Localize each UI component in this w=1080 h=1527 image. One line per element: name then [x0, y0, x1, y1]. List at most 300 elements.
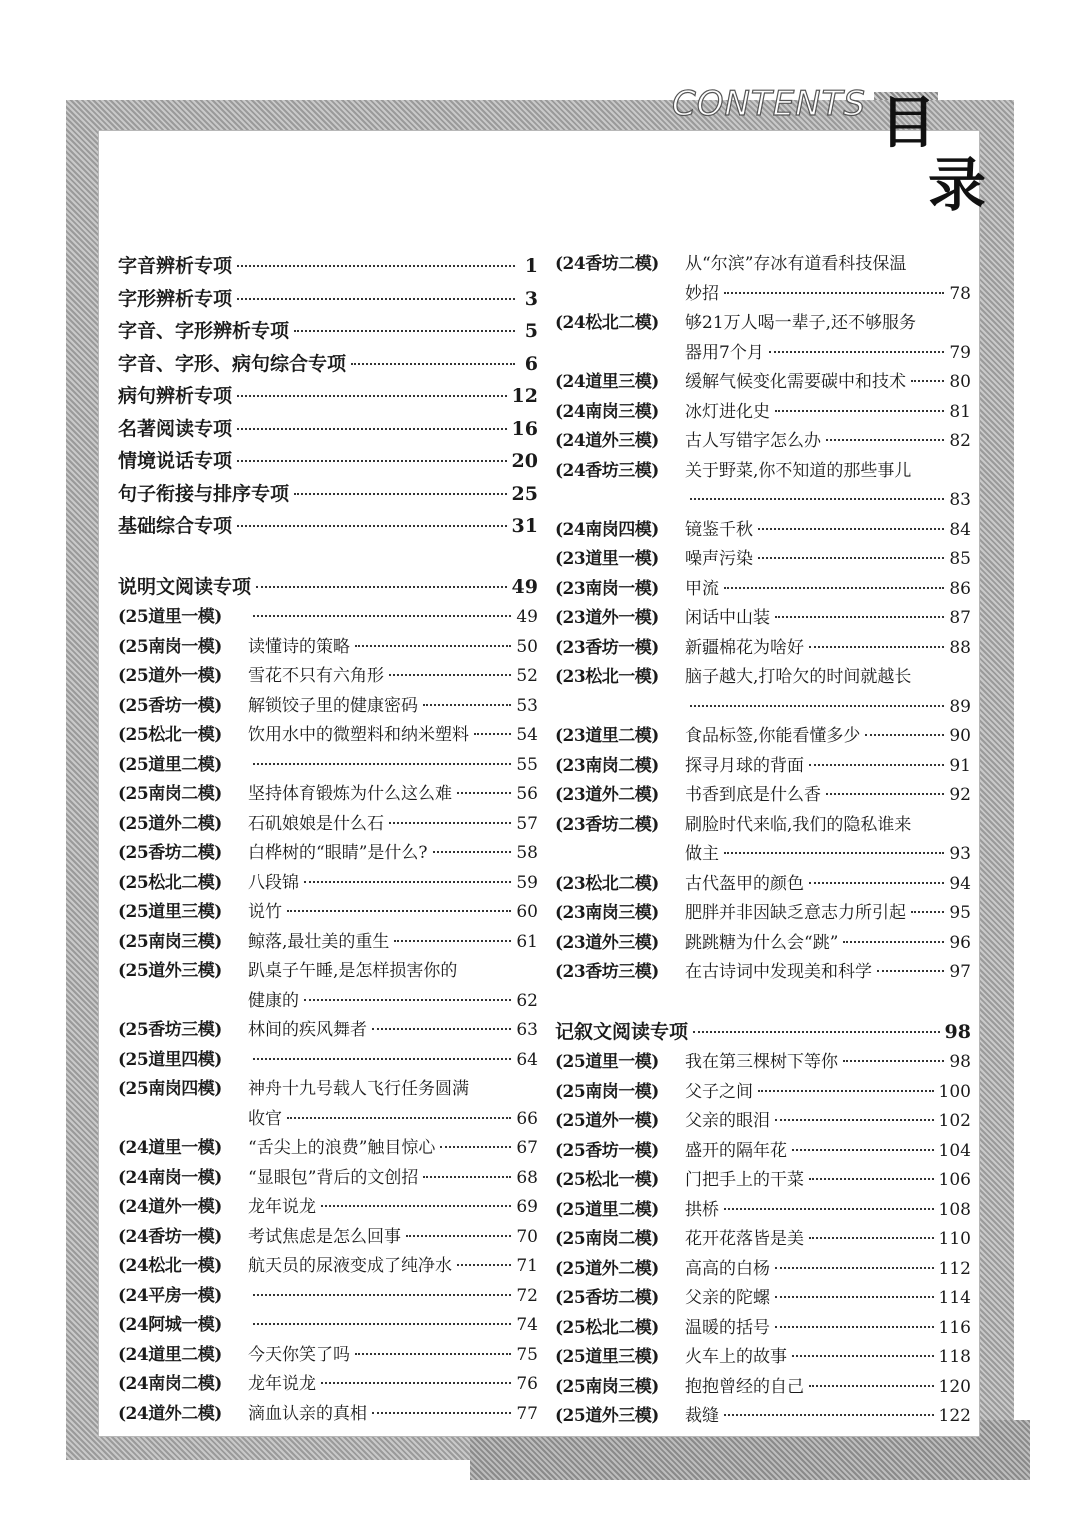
leader-dots	[775, 1296, 934, 1298]
entry-page: 72	[516, 1285, 538, 1306]
entry-title: 古人写错字怎么办	[685, 431, 821, 451]
entry-page: 81	[949, 401, 971, 422]
entry-title: 名著阅读专项	[118, 417, 233, 440]
entry-page: 20	[511, 450, 538, 472]
toc-entry[interactable]	[118, 751, 538, 781]
entry-title: 林间的疾风舞者	[248, 1020, 367, 1040]
entry-page: 67	[516, 1138, 538, 1158]
exam-label: (25南岗三模)	[555, 1376, 659, 1397]
entry-page: 60	[516, 902, 538, 922]
leader-dots	[237, 265, 515, 267]
entry-page: 95	[949, 903, 971, 923]
toc-entry[interactable]	[555, 899, 971, 929]
major-topic-list	[118, 250, 538, 543]
toc-major-entry[interactable]	[118, 348, 538, 381]
entry-title: 情境说话专项	[118, 450, 233, 472]
leader-dots	[237, 428, 507, 430]
entry-page: 53	[516, 695, 538, 716]
entry-page: 88	[949, 637, 971, 658]
leader-dots	[843, 1060, 944, 1062]
toc-major-entry[interactable]	[118, 510, 538, 543]
leader-dots	[237, 395, 507, 397]
exam-label: (23松北一模)	[555, 667, 659, 687]
exam-label: (25松北一模)	[118, 725, 222, 745]
leader-dots	[321, 1205, 511, 1207]
entry-page: 100	[938, 1081, 971, 1102]
leader-dots	[355, 1353, 511, 1355]
entry-page: 92	[949, 785, 971, 805]
entry-page: 94	[949, 873, 971, 894]
exam-label: (24道里三模)	[555, 372, 659, 392]
entry-title: 考试焦虑是怎么回事	[248, 1226, 401, 1247]
leader-dots	[237, 460, 507, 462]
entry-page: 3	[524, 287, 538, 310]
entry-page: 64	[516, 1049, 538, 1070]
leader-dots	[724, 587, 944, 589]
entry-title: 脑子越大,打哈欠的时间就越长	[685, 667, 912, 687]
exam-label: (25道外三模)	[555, 1406, 659, 1426]
exam-label: (25松北一模)	[555, 1170, 659, 1190]
entry-page: 66	[516, 1108, 538, 1129]
exam-label: (25道外二模)	[555, 1258, 659, 1279]
leader-dots	[792, 1149, 934, 1151]
entry-page: 52	[516, 666, 538, 686]
toc-major-entry[interactable]	[118, 478, 538, 511]
toc-entry[interactable]	[555, 309, 971, 339]
toc-entry[interactable]	[555, 1166, 971, 1196]
toc-entry[interactable]	[118, 1370, 538, 1400]
exam-label: (25香坊三模)	[118, 1020, 222, 1040]
entry-page: 5	[524, 320, 538, 342]
entry-title: 病句辨析专项	[118, 385, 233, 407]
toc-entry-continuation[interactable]	[555, 693, 971, 723]
leader-dots	[809, 646, 944, 648]
entry-page: 6	[524, 352, 538, 375]
toc-entry[interactable]	[118, 928, 538, 958]
toc-entry[interactable]	[118, 869, 538, 899]
toc-entry-continuation[interactable]	[555, 280, 971, 310]
toc-entry[interactable]	[118, 1282, 538, 1312]
leader-dots	[253, 1058, 511, 1060]
toc-entry[interactable]	[118, 662, 538, 692]
leader-dots	[304, 881, 511, 883]
toc-entry[interactable]	[555, 1255, 971, 1285]
leader-dots	[809, 764, 944, 766]
entry-page: 90	[949, 726, 971, 746]
entry-title: 神舟十九号载人飞行任务圆满	[248, 1079, 469, 1099]
right-column	[555, 250, 971, 1432]
section-gap	[118, 543, 538, 571]
leader-dots	[775, 1326, 934, 1328]
section-heading-narrative[interactable]	[555, 1016, 971, 1049]
entry-page: 104	[938, 1140, 971, 1161]
exam-label: (24平房一模)	[118, 1285, 222, 1306]
leader-dots	[843, 941, 944, 943]
leader-dots	[690, 498, 944, 500]
entry-page: 114	[938, 1288, 971, 1308]
exam-label: (23南岗二模)	[555, 755, 659, 776]
entry-title: 饮用水中的微塑料和纳米塑料	[248, 725, 469, 745]
toc-entry[interactable]	[555, 634, 971, 664]
entry-title: 今天你笑了吗	[248, 1344, 350, 1365]
toc-entry[interactable]	[555, 427, 971, 457]
leader-dots	[690, 705, 944, 707]
toc-entry[interactable]	[555, 870, 971, 900]
entry-page: 1	[524, 255, 538, 277]
entry-title: 说竹	[248, 902, 282, 922]
toc-entry[interactable]	[118, 1075, 538, 1105]
exam-label: (25香坊一模)	[118, 695, 222, 716]
entry-page: 71	[516, 1256, 538, 1276]
entry-title: 门把手上的干菜	[685, 1170, 804, 1190]
exam-label: (24南岗四模)	[555, 519, 659, 540]
toc-entry-continuation[interactable]	[555, 840, 971, 870]
toc-entry[interactable]	[118, 898, 538, 928]
leader-dots	[911, 911, 944, 913]
exam-label: (25松北二模)	[118, 872, 222, 893]
leader-dots	[457, 1264, 511, 1266]
leader-dots	[423, 704, 511, 706]
leader-dots	[304, 999, 511, 1001]
leader-dots	[724, 1414, 934, 1416]
toc-entry[interactable]	[555, 1107, 971, 1137]
mulu-title	[880, 91, 1030, 226]
toc-entry[interactable]	[118, 1341, 538, 1371]
leader-dots	[865, 734, 944, 736]
toc-entry[interactable]	[555, 1314, 971, 1344]
entry-page: 83	[949, 490, 971, 510]
entry-title: 闲话中山装	[685, 608, 770, 628]
toc-major-entry[interactable]	[118, 283, 538, 316]
entry-title: 趴桌子午睡,是怎样损害你的	[248, 961, 458, 981]
leader-dots	[826, 439, 944, 441]
leader-dots	[775, 616, 944, 618]
toc-entry[interactable]	[555, 958, 971, 988]
entry-page: 79	[949, 342, 971, 363]
toc-major-entry[interactable]	[118, 413, 538, 446]
leader-dots	[775, 1119, 934, 1121]
leader-dots	[769, 351, 945, 353]
entry-page: 118	[938, 1347, 971, 1367]
toc-entry[interactable]	[555, 1343, 971, 1373]
left-column	[118, 250, 538, 1429]
leader-dots	[394, 940, 511, 942]
exam-label: (25道里二模)	[555, 1199, 659, 1220]
exam-label: (24道外三模)	[555, 431, 659, 451]
leader-dots	[294, 493, 507, 495]
entry-title: 高高的白杨	[685, 1258, 770, 1279]
entry-title: 字音辨析专项	[118, 255, 233, 277]
toc-entry[interactable]	[118, 1311, 538, 1341]
entry-page: 74	[516, 1315, 538, 1335]
section-gap	[555, 988, 971, 1016]
entry-page: 70	[516, 1226, 538, 1247]
toc-entry[interactable]	[118, 1016, 538, 1046]
toc-major-entry[interactable]	[118, 445, 538, 478]
entry-title: “舌尖上的浪费”触目惊心	[248, 1138, 436, 1158]
toc-entry[interactable]	[118, 957, 538, 987]
section-title: 记叙文阅读专项	[555, 1020, 689, 1043]
leader-dots	[287, 910, 511, 912]
entry-title: 温暖的括号	[685, 1317, 770, 1338]
toc-entry[interactable]	[555, 811, 971, 841]
entry-title: 字音、字形辨析专项	[118, 320, 290, 342]
entry-page: 54	[516, 725, 538, 745]
leader-dots	[758, 1090, 934, 1092]
entry-title: 甲流	[685, 578, 719, 599]
entry-title: 句子衔接与排序专项	[118, 482, 290, 505]
mulu-char-1: 目	[880, 91, 936, 156]
entry-page: 112	[938, 1258, 971, 1279]
leader-dots	[406, 1235, 511, 1237]
exam-label: (23香坊二模)	[555, 814, 659, 835]
exam-label: (25香坊二模)	[555, 1288, 659, 1308]
entry-page: 110	[938, 1229, 971, 1249]
toc-entry-continuation[interactable]	[118, 1105, 538, 1135]
entry-title-continued: 收官	[248, 1108, 282, 1129]
toc-entry[interactable]	[118, 1134, 538, 1164]
entry-page: 116	[938, 1317, 971, 1338]
entry-page: 61	[516, 931, 538, 952]
section-heading-expository[interactable]	[118, 571, 538, 604]
entry-title: 缓解气候变化需要碳中和技术	[685, 372, 906, 392]
narrative-entry-list	[555, 1048, 971, 1432]
entry-title: 新疆棉花为啥好	[685, 637, 804, 658]
entry-page: 78	[949, 283, 971, 304]
entry-page: 31	[511, 515, 538, 537]
entry-title: 鲸落,最壮美的重生	[248, 931, 390, 952]
toc-entry[interactable]	[555, 604, 971, 634]
leader-dots	[693, 1031, 940, 1033]
leader-dots	[389, 674, 511, 676]
exam-label: (25道里一模)	[118, 607, 222, 627]
exam-label: (23道外二模)	[555, 785, 659, 805]
toc-entry[interactable]	[118, 633, 538, 663]
exam-label: (23道外一模)	[555, 608, 659, 628]
exam-label: (24香坊二模)	[555, 254, 659, 274]
toc-entry-continuation[interactable]	[555, 486, 971, 516]
exam-label: (25南岗四模)	[118, 1079, 222, 1099]
toc-entry[interactable]	[555, 457, 971, 487]
entry-page: 84	[949, 519, 971, 540]
section-title: 说明文阅读专项	[118, 575, 252, 598]
entry-page: 89	[949, 696, 971, 717]
entry-title: 字音、字形、病句综合专项	[118, 352, 347, 375]
entry-title: 噪声污染	[685, 549, 753, 569]
entry-page: 96	[949, 932, 971, 953]
leader-dots	[389, 822, 511, 824]
entry-page: 91	[949, 755, 971, 776]
entry-title: 古代盔甲的颜色	[685, 873, 804, 894]
toc-entry[interactable]	[118, 1223, 538, 1253]
entry-title: 父亲的陀螺	[685, 1288, 770, 1308]
exam-label: (25道里三模)	[118, 902, 222, 922]
exam-label: (25香坊二模)	[118, 843, 222, 863]
entry-title: 够21万人喝一辈子,还不够服务	[685, 313, 917, 333]
leader-dots	[351, 363, 515, 365]
mulu-char-2: 录	[928, 151, 987, 219]
exam-label: (23道里一模)	[555, 549, 659, 569]
entry-page: 86	[949, 578, 971, 599]
exam-label: (25道外一模)	[555, 1111, 659, 1131]
toc-major-entry[interactable]	[118, 380, 538, 413]
leader-dots	[775, 410, 944, 412]
entry-title: 基础综合专项	[118, 515, 233, 537]
entry-title: 镜鉴千秋	[685, 519, 753, 540]
section-page: 98	[944, 1020, 971, 1043]
entry-title: 从“尔滨”存冰有道看科技保温	[685, 254, 907, 274]
exam-label: (24阿城一模)	[118, 1315, 222, 1335]
toc-major-entry[interactable]	[118, 250, 538, 283]
leader-dots	[792, 1355, 934, 1357]
entry-title: 龙年说龙	[248, 1374, 316, 1394]
entry-title: 航天员的尿液变成了纯净水	[248, 1256, 452, 1276]
leader-dots	[809, 882, 944, 884]
leader-dots	[809, 1385, 934, 1387]
leader-dots	[253, 763, 511, 765]
entry-title-continued: 妙招	[685, 283, 719, 304]
toc-entry[interactable]	[118, 1164, 538, 1194]
leader-dots	[826, 793, 944, 795]
exam-label: (24南岗一模)	[118, 1167, 222, 1188]
toc-entry[interactable]	[555, 663, 971, 693]
toc-entry[interactable]	[555, 1373, 971, 1403]
entry-page: 68	[516, 1167, 538, 1188]
entry-title: 父亲的眼泪	[685, 1111, 770, 1131]
entry-title: 冰灯进化史	[685, 401, 770, 422]
exam-label: (25道外二模)	[118, 813, 222, 834]
entry-page: 98	[949, 1052, 971, 1072]
entry-title-continued: 器用7个月	[685, 342, 764, 363]
toc-entry[interactable]	[118, 721, 538, 751]
toc-entry[interactable]	[555, 1402, 971, 1432]
entry-title: 肥胖并非因缺乏意志力所引起	[685, 903, 906, 923]
entry-page: 63	[516, 1020, 538, 1040]
entry-title: 读懂诗的策略	[248, 636, 350, 657]
leader-dots	[758, 528, 944, 530]
toc-entry[interactable]	[555, 1137, 971, 1167]
leader-dots	[355, 645, 511, 647]
entry-title: 雪花不只有六角形	[248, 666, 384, 686]
toc-entry[interactable]	[118, 780, 538, 810]
toc-major-entry[interactable]	[118, 315, 538, 348]
entry-title: 食品标签,你能看懂多少	[685, 726, 861, 746]
toc-entry[interactable]	[555, 722, 971, 752]
entry-title: 坚持体育锻炼为什么这么难	[248, 784, 452, 804]
toc-entry[interactable]	[555, 250, 971, 280]
toc-entry[interactable]	[555, 929, 971, 959]
entry-title: 字形辨析专项	[118, 287, 233, 310]
expository-entry-list	[118, 603, 538, 1429]
toc-entry[interactable]	[555, 1225, 971, 1255]
toc-entry[interactable]	[555, 368, 971, 398]
entry-page: 82	[949, 431, 971, 451]
leader-dots	[809, 1178, 934, 1180]
toc-entry[interactable]	[555, 575, 971, 605]
entry-page: 76	[516, 1374, 538, 1394]
leader-dots	[294, 330, 515, 332]
entry-page: 85	[949, 549, 971, 569]
exam-label: (25道外三模)	[118, 961, 222, 981]
exam-label: (24南岗三模)	[555, 401, 659, 422]
toc-entry[interactable]	[555, 516, 971, 546]
toc-entry[interactable]	[555, 781, 971, 811]
expository-entry-list-continued	[555, 250, 971, 988]
entry-title: 探寻月球的背面	[685, 755, 804, 776]
toc-entry[interactable]	[118, 1252, 538, 1282]
leader-dots	[287, 1117, 511, 1119]
toc-entry[interactable]	[555, 1196, 971, 1226]
exam-label: (23南岗三模)	[555, 903, 659, 923]
entry-page: 57	[516, 813, 538, 834]
toc-entry-continuation[interactable]	[555, 339, 971, 369]
exam-label: (25南岗三模)	[118, 931, 222, 952]
leader-dots	[433, 851, 512, 853]
toc-entry[interactable]	[118, 810, 538, 840]
toc-entry[interactable]	[118, 839, 538, 869]
exam-label: (24松北一模)	[118, 1256, 222, 1276]
exam-label: (24香坊三模)	[555, 460, 659, 481]
exam-label: (25道里二模)	[118, 754, 222, 775]
toc-entry[interactable]	[118, 603, 538, 633]
leader-dots	[372, 1028, 511, 1030]
exam-label: (23松北二模)	[555, 873, 659, 894]
entry-title: 抱抱曾经的自己	[685, 1376, 804, 1397]
entry-title-continued: 做主	[685, 844, 719, 864]
toc-entry[interactable]	[118, 692, 538, 722]
entry-page: 108	[938, 1199, 971, 1220]
entry-title: 龙年说龙	[248, 1197, 316, 1217]
toc-entry[interactable]	[118, 1046, 538, 1076]
leader-dots	[237, 298, 515, 300]
toc-entry[interactable]	[555, 398, 971, 428]
entry-title: 八段锦	[248, 872, 299, 893]
entry-title: 花开花落皆是美	[685, 1229, 804, 1249]
exam-label: (23南岗一模)	[555, 578, 659, 599]
entry-page: 49	[516, 607, 538, 627]
toc-entry-continuation[interactable]	[118, 987, 538, 1017]
toc-entry[interactable]	[555, 545, 971, 575]
leader-dots	[758, 557, 944, 559]
toc-entry[interactable]	[555, 1284, 971, 1314]
entry-page: 97	[949, 962, 971, 982]
toc-entry[interactable]	[118, 1193, 538, 1223]
entry-page: 25	[511, 482, 538, 505]
entry-page: 87	[949, 608, 971, 628]
entry-page: 106	[938, 1170, 971, 1190]
exam-label: (24香坊一模)	[118, 1226, 222, 1247]
toc-entry[interactable]	[555, 1078, 971, 1108]
entry-page: 59	[516, 872, 538, 893]
exam-label: (23道外三模)	[555, 932, 659, 953]
toc-entry[interactable]	[555, 752, 971, 782]
entry-page: 55	[516, 754, 538, 775]
toc-entry[interactable]	[118, 1400, 538, 1430]
entry-title: “显眼包”背后的文创招	[248, 1167, 419, 1188]
exam-label: (23道里二模)	[555, 726, 659, 746]
toc-entry[interactable]	[555, 1048, 971, 1078]
entry-title: 解锁饺子里的健康密码	[248, 695, 418, 716]
entry-title: 跳跳糖为什么会“跳”	[685, 932, 839, 953]
leader-dots	[877, 970, 944, 972]
exam-label: (25道里四模)	[118, 1049, 222, 1070]
entry-title: 在古诗词中发现美和科学	[685, 962, 872, 982]
leader-dots	[256, 586, 507, 588]
leader-dots	[474, 733, 511, 735]
leader-dots	[809, 1237, 934, 1239]
entry-page: 102	[938, 1111, 971, 1131]
leader-dots	[440, 1146, 511, 1148]
